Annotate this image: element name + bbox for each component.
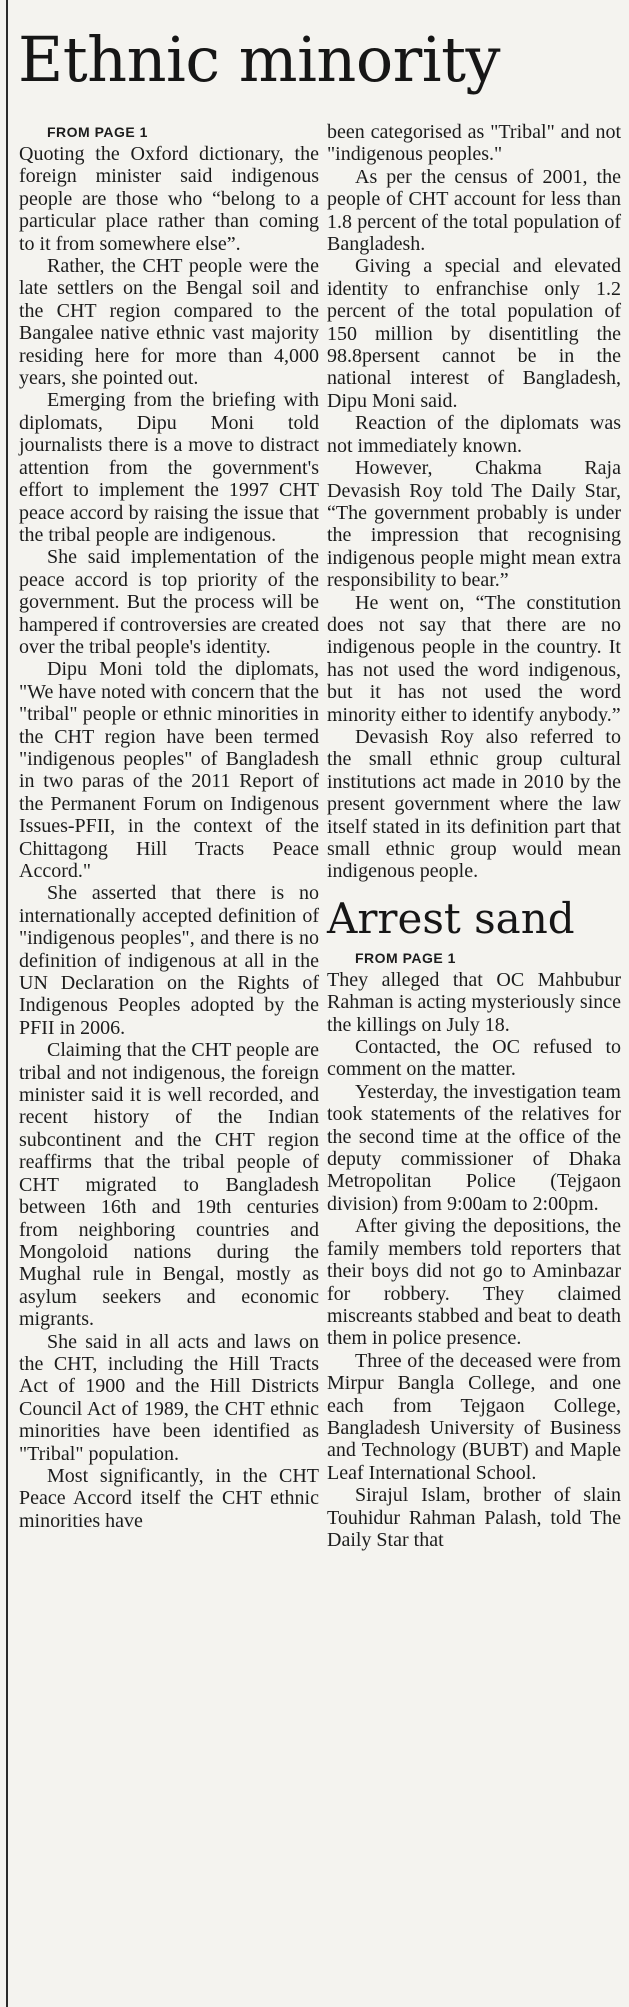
paragraph: Contacted, the OC refused to comment on the matter. (327, 1036, 621, 1081)
paragraph: been categorised as "Tribal" and not "indigenous peoples." (327, 121, 621, 166)
paragraph: However, Chakma Raja Devasish Roy told The Daily Star, “The government probably is under the impression that recognising indigenous people might mean extra responsibility to bear.” (327, 457, 621, 592)
article-column-right (327, 121, 621, 1551)
paragraph: After giving the depositions, the family members told reporters that their boys did not go to Aminbazar for robbery. They claimed miscreants stabbed and beat to death them in police presence. (327, 1215, 621, 1350)
article-headline-arrest-sand: Arrest sand (327, 893, 575, 943)
paragraph: Giving a special and elevated identity to enfranchise only 1.2 percent of the total population of 150 million by disentitling the 98.8persent cannot be in the national interest of Bangladesh, Dipu Moni said. (327, 255, 621, 412)
column-rule (6, 0, 8, 2007)
paragraph: Emerging from the briefing with diplomats, Dipu Moni told journalists there is a move to distract attention from the government's effort to implement the 1997 CHT peace accord by raising the issue that the tribal people are indigenous. (19, 389, 319, 546)
paragraph: She said in all acts and laws on the CHT, including the Hill Tracts Act of 1900 and the Hill Districts Council Act of 1989, the CHT ethnic minorities have been identified as "Tribal" population. (19, 1330, 319, 1465)
paragraph: Reaction of the diplomats was not immediately known. (327, 412, 621, 457)
paragraph: Devasish Roy also referred to the small ethnic group cultural institutions act made in 2010 by the present government where the law itself stated in its definition part that small ethnic group would mean indigenous people. (327, 725, 621, 883)
paragraph: Rather, the CHT people were the late settlers on the Bengal soil and the CHT region compared to the Bangalee native ethnic vast majority residing here for more than 4,000 years, she pointed out. (19, 255, 319, 390)
article-column-left (19, 121, 319, 1532)
paragraph: Sirajul Islam, brother of slain Touhidur Rahman Palash, told The Daily Star that (327, 1484, 621, 1551)
article-headline-ethnic-minority: Ethnic minority (18, 23, 501, 96)
paragraph: Claiming that the CHT people are tribal and not indigenous, the foreign minister said it is well recorded, and recent history of the Indian subcontinent and the CHT region reaffirms that the tribal people of CHT migrated to Bangladesh between 16th and 19th centuries from neighboring countries and Mongoloid nations during the Mughal rule in Bengal, mostly as asylum seekers and economic migrants. (19, 1039, 319, 1331)
paragraph: Dipu Moni told the diplomats, "We have noted with concern that the "tribal" people or ethnic minorities in the CHT region have been termed "indigenous peoples" of Bangladesh in two paras of the 2011 Report of the Permanent Forum on Indigenous Issues-PFII, in the context of the Chittagong Hill Tracts Peace Accord." (19, 658, 319, 882)
paragraph: As per the census of 2001, the people of CHT account for less than 1.8 percent of the total population of Bangladesh. (327, 165, 621, 256)
paragraph: She asserted that there is no internationally accepted definition of "indigenous peoples", and there is no definition of indigenous at all in the UN Declaration on the Rights of Indigenous Peoples adopted by the PFII in 2006. (19, 882, 319, 1039)
jump-kicker: FROM PAGE 1 (47, 124, 148, 140)
paragraph: Three of the deceased were from Mirpur Bangla College, and one each from Tejgaon College, Bangladesh University of Business and Technology (BUBT) and Maple Leaf International School. (327, 1349, 621, 1484)
paragraph: Quoting the Oxford dictionary, the foreign minister said indigenous people are those who “belong to a particular place rather than coming to it from somewhere else”. (19, 143, 319, 255)
jump-kicker: FROM PAGE 1 (355, 949, 456, 966)
paragraph: Yesterday, the investigation team took statements of the relatives for the second time at the office of the deputy commissioner of Dhaka Metropolitan Police (Tejgaon division) from 9:00am to 2:00pm. (327, 1080, 621, 1215)
paragraph: They alleged that OC Mahbubur Rahman is acting mysteriously since the killings on July 18. (327, 968, 621, 1036)
paragraph: He went on, “The constitution does not say that there are no indigenous people in the country. It has not used the word indigenous, but it has not used the word minority either to identify anybody.” (327, 591, 621, 726)
paragraph: Most significantly, in the CHT Peace Accord itself the CHT ethnic minorities have (19, 1464, 319, 1532)
paragraph: She said implementation of the peace accord is top priority of the government. But the process will be hampered if controversies are created over the tribal people's identity. (19, 546, 319, 658)
